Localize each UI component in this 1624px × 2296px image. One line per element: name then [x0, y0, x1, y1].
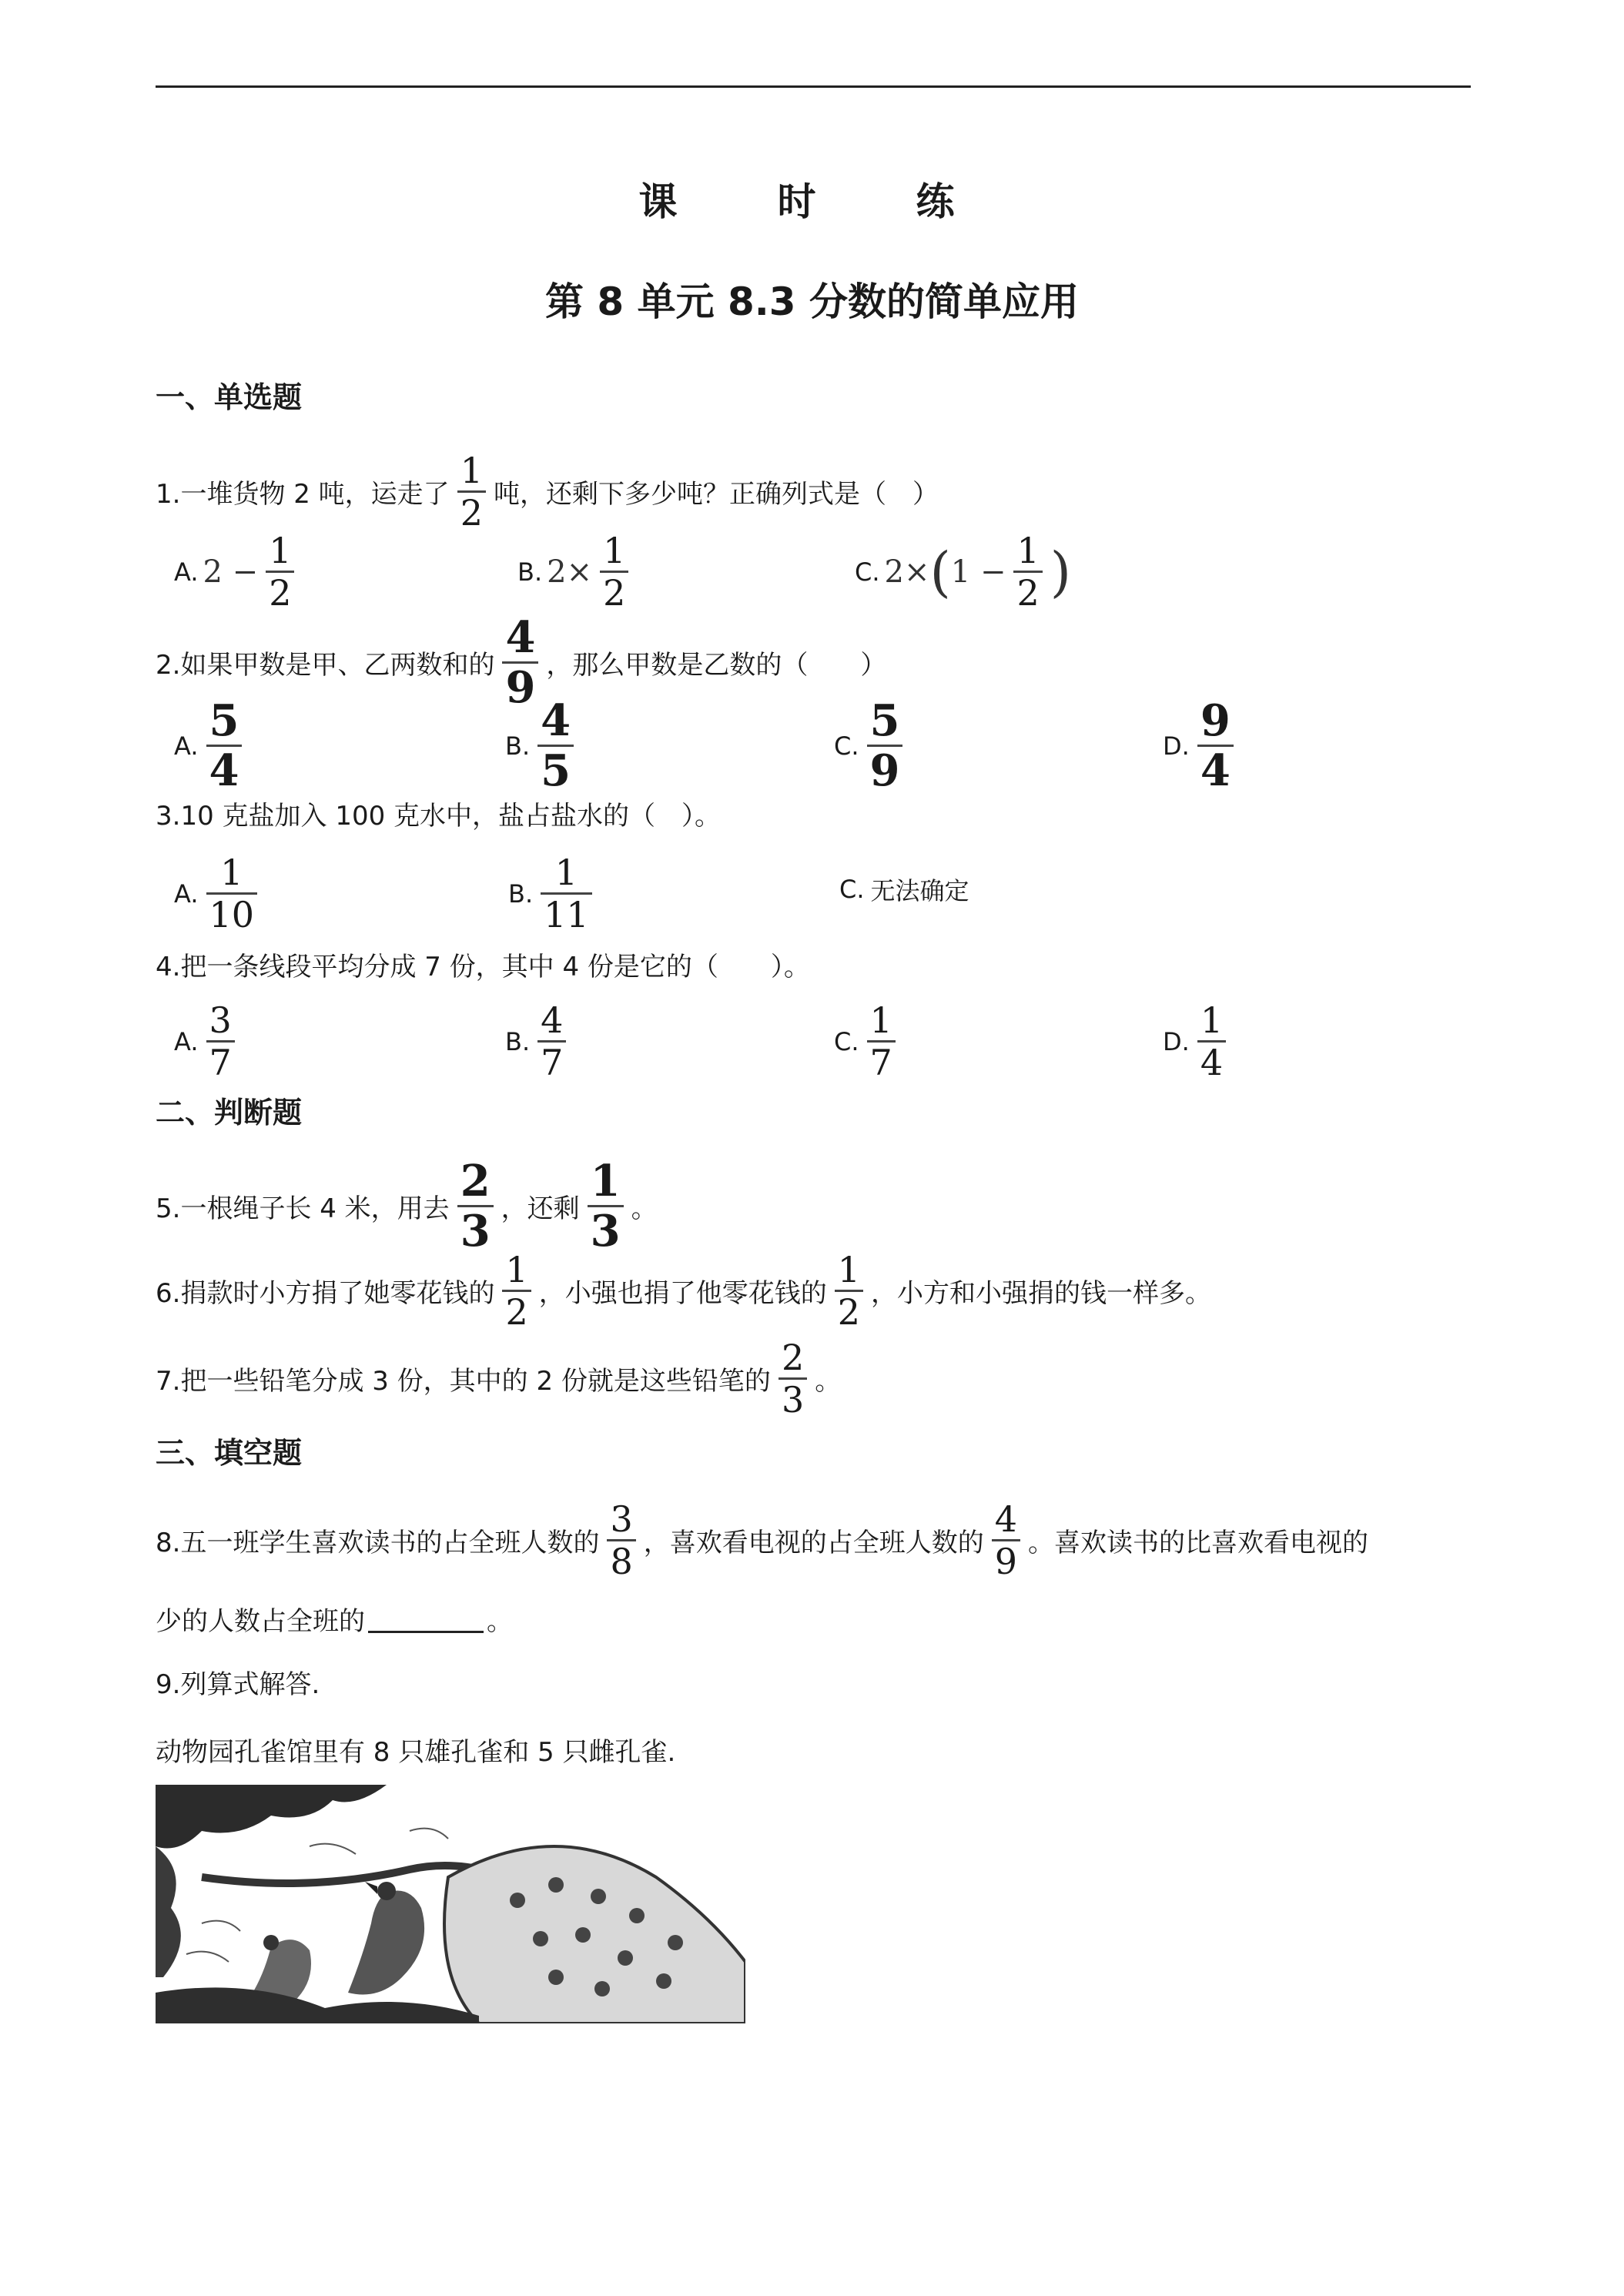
- question-2-option-d[interactable]: D. $\frac{9}{4}$: [1163, 699, 1241, 792]
- question-1: [156, 450, 939, 534]
- question-1-text-post: 吨，还剩下多少吨？正确列式是（ ）: [493, 479, 939, 510]
- question-1-option-a[interactable]: A. 2 − $\frac{1}{2}$: [174, 533, 302, 611]
- header-rule: [156, 85, 1471, 88]
- question-1-fraction: $\frac{1}{2}$: [457, 453, 486, 530]
- page-subtitle: 第 8 单元 8.3 分数的简单应用: [545, 279, 1079, 324]
- section-heading-fill-blank: 三、填空题: [156, 1436, 303, 1470]
- question-4: 4.把一条线段平均分成 7 份，其中 4 份是它的（ ）。: [156, 952, 810, 982]
- question-1-option-c[interactable]: C. 2× ( 1 − $\frac{1}{2}$ ): [855, 530, 1072, 614]
- question-2-option-a[interactable]: A. $\frac{5}{4}$: [174, 699, 249, 792]
- question-9-line-2: 动物园孔雀馆里有 8 只雄孔雀和 5 只雌孔雀.: [156, 1737, 676, 1768]
- question-2-fraction: $\frac{4}{9}$: [502, 616, 538, 709]
- question-2: 2.如果甲数是甲、乙两数和的 $\frac{4}{9}$ ，那么甲数是乙数的（ ）: [156, 612, 887, 713]
- question-3-option-b[interactable]: B. $\frac{1}{11}$: [508, 855, 600, 932]
- question-8-line-2: 少的人数占全班的 。: [156, 1606, 513, 1637]
- question-2-option-c[interactable]: C. $\frac{5}{9}$: [834, 699, 910, 792]
- question-5: 5.一根绳子长 4 米，用去 $\frac{2}{3}$ ，还剩 $\frac{1}{3}$ 。: [156, 1156, 658, 1257]
- question-3-option-a[interactable]: A. $\frac{1}{10}$: [174, 855, 265, 932]
- question-4-option-a[interactable]: A. $\frac{3}{7}$: [174, 1002, 243, 1080]
- question-2-option-b[interactable]: B. $\frac{4}{5}$: [505, 699, 581, 792]
- question-6: 6.捐款时小方捐了她零花钱的 $\frac{1}{2}$ ，小强也捐了他零花钱的 $\frac{1}{2}$ ，小方和小强捐的钱一样多。: [156, 1249, 1212, 1333]
- peacock-illustration: [156, 1785, 745, 2023]
- answer-blank[interactable]: [368, 1605, 484, 1633]
- question-9-line-1: 9.列算式解答.: [156, 1669, 320, 1700]
- question-1-option-b[interactable]: B. 2× $\frac{1}{2}$: [517, 533, 636, 611]
- question-4-option-d[interactable]: D. $\frac{1}{4}$: [1163, 1002, 1234, 1080]
- question-1-text-pre: 1.一堆货物 2 吨，运走了: [156, 479, 450, 510]
- question-3-option-c[interactable]: C. 无法确定: [839, 875, 969, 905]
- question-7: 7.把一些铅笔分成 3 份，其中的 2 份就是这些铅笔的 $\frac{2}{3}$ 。: [156, 1337, 842, 1421]
- question-4-option-b[interactable]: B. $\frac{4}{7}$: [505, 1002, 574, 1080]
- question-4-option-c[interactable]: C. $\frac{1}{7}$: [834, 1002, 903, 1080]
- page-title: 课 时 练: [638, 179, 986, 224]
- section-heading-true-false: 二、判断题: [156, 1096, 303, 1130]
- question-3: 3.10 克盐加入 100 克水中，盐占盐水的（ ）。: [156, 801, 722, 832]
- section-heading-single-choice: 一、单选题: [156, 380, 303, 414]
- question-8: 8.五一班学生喜欢读书的占全班人数的 $\frac{3}{8}$ ，喜欢看电视的占全班人数的 $\frac{4}{9}$ 。喜欢读书的比喜欢看电视的: [156, 1498, 1369, 1582]
